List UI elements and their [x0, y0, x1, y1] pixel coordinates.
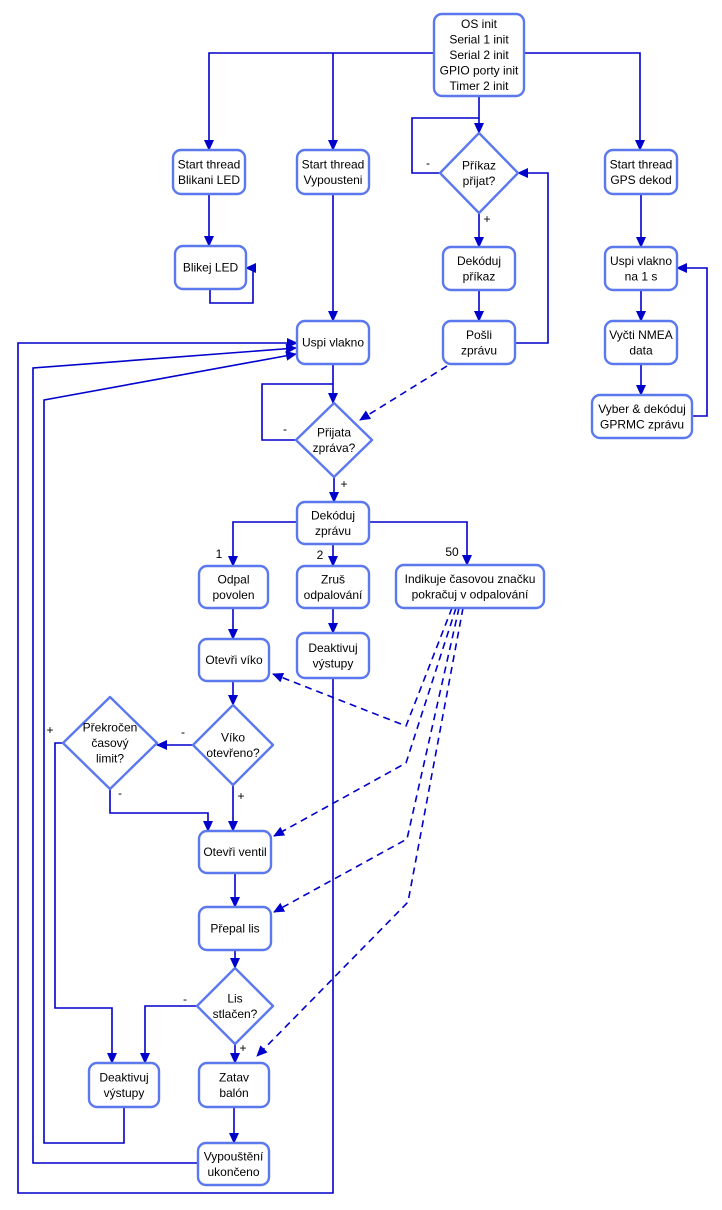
node-label: Serial 2 init: [449, 48, 509, 62]
node-label: Start thread: [301, 157, 365, 172]
node-viko-otevreno: [193, 705, 273, 785]
branch-label: -: [283, 422, 287, 436]
branch-label: +: [46, 723, 54, 737]
node-label: příkaz: [462, 269, 496, 284]
branch-label: -: [183, 992, 187, 1006]
node-lis-stlacen: [197, 968, 273, 1044]
node-label: GPIO porty init: [439, 63, 519, 78]
node-label: výstupy: [103, 1085, 145, 1100]
node-label: ukončeno: [207, 1164, 260, 1179]
node-label: balón: [219, 1085, 249, 1100]
branch-label: -: [118, 786, 122, 800]
node-indikuje-casovou-znacku: [396, 565, 544, 608]
node-label: zpráva?: [312, 440, 356, 455]
node-prikaz-prijat: [440, 133, 518, 213]
node-label: Blikani LED: [177, 172, 241, 187]
branch-label: +: [483, 212, 491, 226]
node-label: Otevři ventil: [203, 845, 267, 859]
node-start-thread-gps-dekod: [605, 150, 677, 194]
node-odpal-povolen: [199, 566, 268, 608]
node-label: Víko: [220, 730, 246, 745]
node-blikej-led: [175, 246, 246, 289]
node-deaktivuj-vystupy-1: [297, 633, 369, 678]
node-label: otevřeno?: [206, 745, 260, 760]
branch-label: 50: [445, 545, 459, 559]
connector-33: [18, 343, 333, 1193]
node-label: Blikej LED: [182, 260, 239, 275]
node-label: Vypouštění: [203, 1149, 264, 1164]
node-label: na 1 s: [624, 269, 658, 284]
node-label: Otevři víko: [205, 653, 263, 667]
node-prekrocen-casovy-limit: [63, 697, 157, 789]
dashed-connector-36: [360, 366, 447, 420]
node-label: zprávu: [314, 523, 352, 538]
node-label: GPRMC zprávu: [599, 417, 685, 432]
node-label: Zruš: [321, 572, 345, 587]
node-prijata-zprava: [296, 403, 372, 477]
connector-2: [524, 53, 640, 150]
node-label: odpalování: [303, 587, 363, 602]
node-otevri-viko: [199, 639, 269, 681]
node-dekoduj-zpravu: [297, 502, 369, 544]
connector-7: [515, 173, 548, 343]
node-label: data: [629, 343, 653, 358]
node-label: zprávu: [460, 343, 498, 358]
node-label: Start thread: [177, 157, 241, 172]
node-label: Uspi vlakno: [609, 253, 673, 268]
node-label: GPS dekod: [610, 172, 672, 187]
node-label: limit?: [95, 751, 125, 766]
node-label: Přijata: [316, 425, 352, 440]
branch-label: +: [239, 1041, 247, 1055]
node-start-thread-blikani-led: [173, 150, 245, 194]
node-posli-zpravu: [443, 321, 515, 364]
node-vyber-dekoduj-gprmc: [592, 395, 692, 438]
node-label: Dekóduj: [456, 253, 502, 268]
node-dekoduj-prikaz: [443, 247, 515, 290]
node-label: Odpal: [217, 572, 250, 587]
node-os-init: [434, 14, 524, 96]
node-label: stlačen?: [212, 1006, 258, 1021]
node-label: Vyčti NMEA: [609, 327, 673, 342]
node-label: Deaktivuj: [99, 1070, 149, 1085]
node-label: Překročen: [82, 720, 138, 735]
node-label: Pošli: [465, 327, 493, 342]
node-label: časový: [91, 736, 129, 750]
connector-30: [145, 1006, 197, 1063]
node-uspi-vlakno: [297, 321, 369, 364]
node-vycti-nmea-data: [605, 321, 677, 364]
node-label: Vypousteni: [303, 172, 363, 187]
branch-label: 2: [316, 548, 324, 562]
branch-label: -: [426, 156, 430, 170]
node-label: Start thread: [609, 157, 673, 172]
connector-18: [233, 522, 297, 566]
branch-label: -: [181, 725, 185, 739]
node-label: Timer 2 init: [449, 79, 509, 93]
node-label: Vyber & dekóduj: [598, 401, 686, 416]
node-label: Dekóduj: [310, 508, 356, 523]
node-zatav-balon: [199, 1063, 269, 1107]
connector-26: [110, 789, 208, 831]
node-label: Přepal lis: [210, 921, 260, 936]
branch-label: +: [237, 789, 245, 803]
node-vypousteni-ukonceno: [198, 1143, 269, 1185]
branch-label: +: [340, 477, 348, 491]
node-label: Zatav: [218, 1070, 250, 1085]
node-label: Příkaz: [461, 158, 497, 173]
node-uspi-vlakno-na-1s: [605, 247, 677, 290]
node-prepal-lis: [199, 907, 271, 950]
node-otevri-ventil: [199, 831, 271, 873]
node-label: pokračuj v odpalování: [411, 587, 529, 602]
connector-27: [55, 743, 112, 1063]
connector-0: [209, 53, 434, 150]
node-deaktivuj-vystupy-2: [89, 1063, 159, 1107]
node-label: Serial 1 init: [449, 32, 509, 47]
node-label: Deaktivuj: [308, 640, 358, 655]
node-label: Lis: [227, 991, 243, 1006]
node-label: přijat?: [462, 173, 496, 188]
node-label: OS init: [460, 17, 498, 31]
node-label: Uspi vlakno: [301, 335, 365, 350]
branch-label: 1: [215, 547, 223, 561]
node-label: výstupy: [312, 656, 354, 671]
node-start-thread-vypousteni: [297, 150, 369, 194]
node-label: Indikuje časovou značku: [404, 571, 536, 586]
node-zrus-odpalovani: [297, 566, 369, 608]
node-label: povolen: [212, 587, 255, 602]
